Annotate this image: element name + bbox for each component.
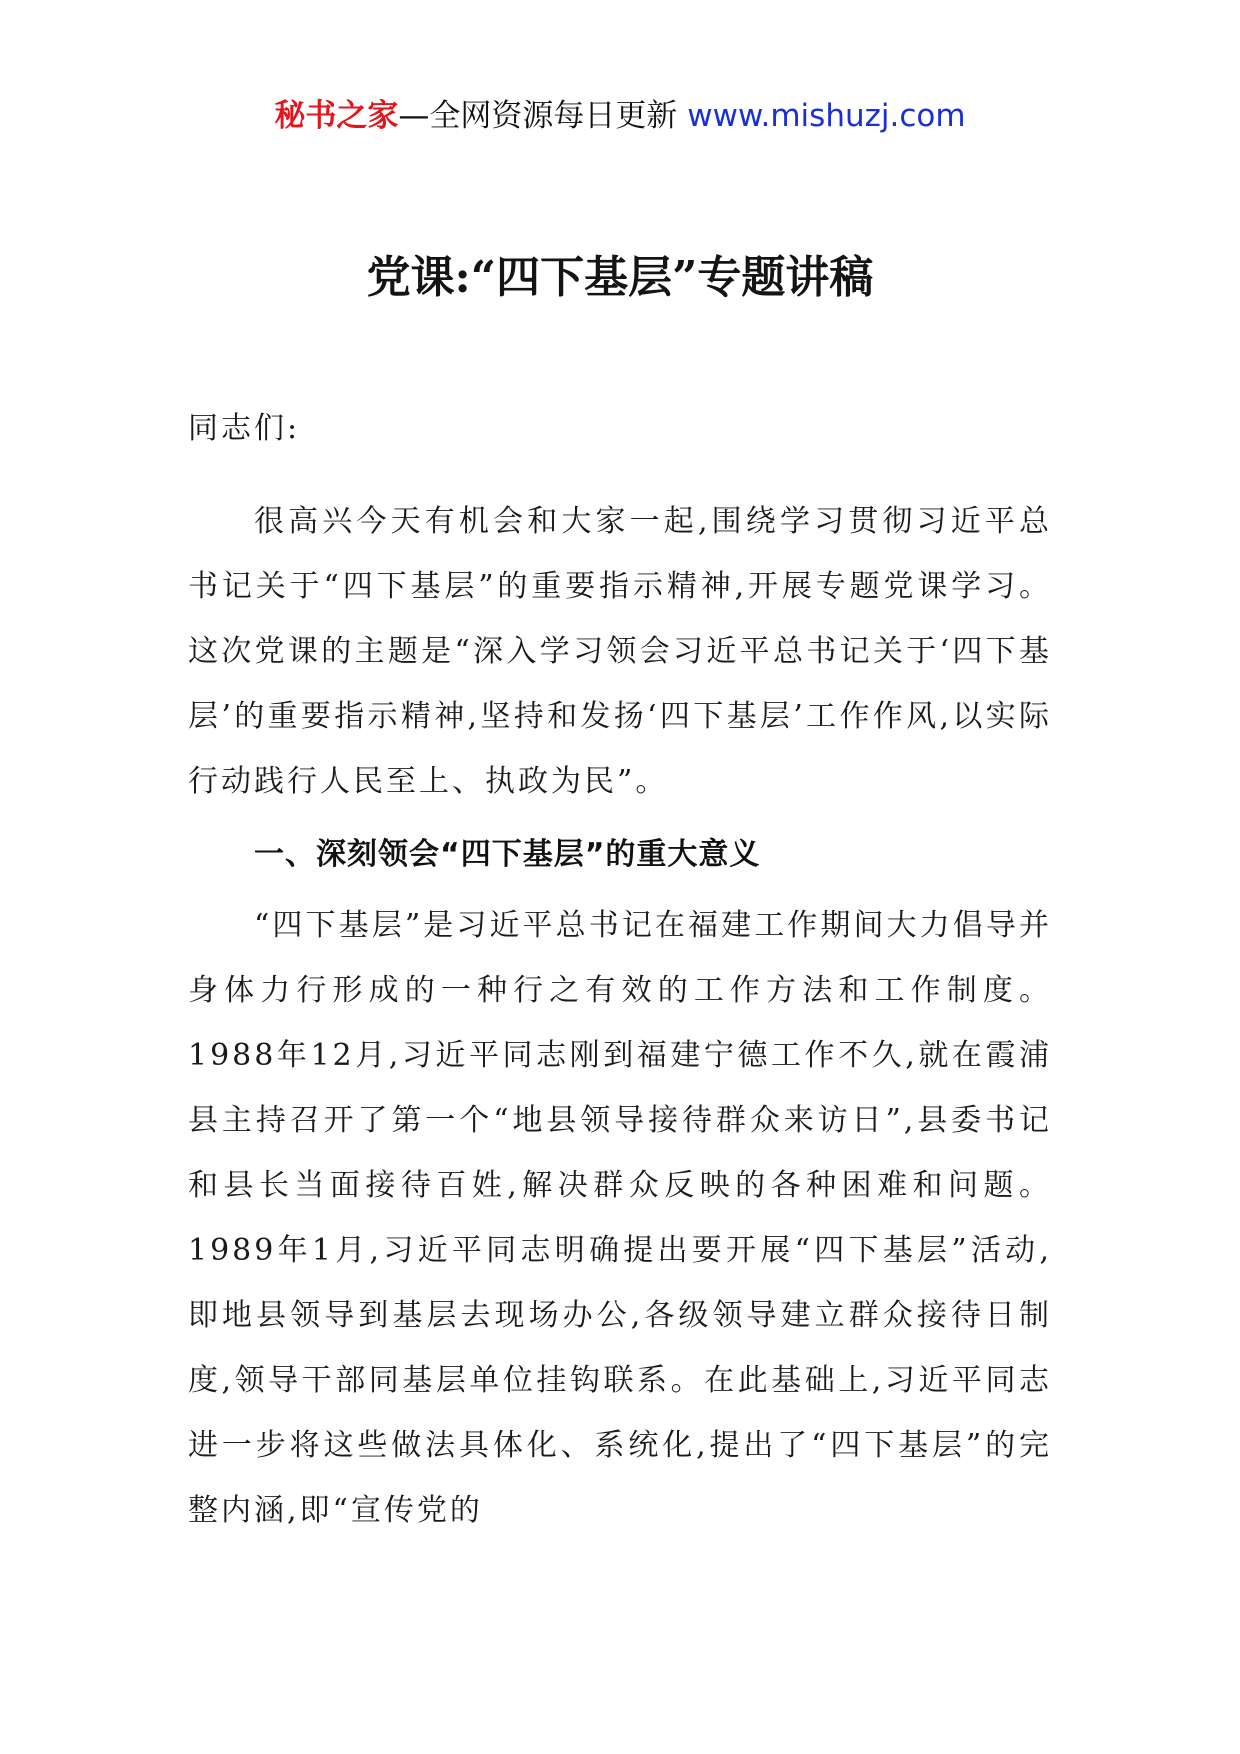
site-header xyxy=(0,96,1240,136)
site-tagline: —全网资源每日更新 xyxy=(398,98,678,134)
document-body xyxy=(188,396,1052,1543)
site-url-link[interactable]: www.mishuzj.com xyxy=(687,98,966,134)
salutation: 同志们: xyxy=(188,411,301,446)
document-title: 党课:“四下基层”专题讲稿 xyxy=(366,252,874,303)
section-heading-1: 一、深刻领会“四下基层”的重大意义 xyxy=(254,837,761,872)
site-brand: 秘书之家 xyxy=(274,98,399,134)
section-1-paragraph: “四下基层”是习近平总书记在福建工作期间大力倡导并身体力行形成的一种行之有效的工作方法和工作制度。1988年12月,习近平同志刚到福建宁德工作不久,就在霞浦县主持召开了第一个“地县领导接待群众来访日”,县委书记和县长当面接待百姓,解决群众反映的各种困难和问题。1989年1月,习近平同志明确提出要开展“四下基层”活动,即地县领导到基层去现场办公,各级领导建立群众接待日制度,领导干部同基层单位挂钩联系。在此基础上,习近平同志进一步将这些做法具体化、系统化,提出了“四下基层”的完整内涵,即“宣传党的 xyxy=(188,908,1052,1528)
intro-paragraph: 很高兴今天有机会和大家一起,围绕学习贯彻习近平总书记关于“四下基层”的重要指示精神,开展专题党课学习。这次党课的主题是“深入学习领会习近平总书记关于‘四下基层’的重要指示精神,坚持和发扬‘四下基层’工作作风,以实际行动践行人民至上、执政为民”。 xyxy=(188,504,1052,799)
